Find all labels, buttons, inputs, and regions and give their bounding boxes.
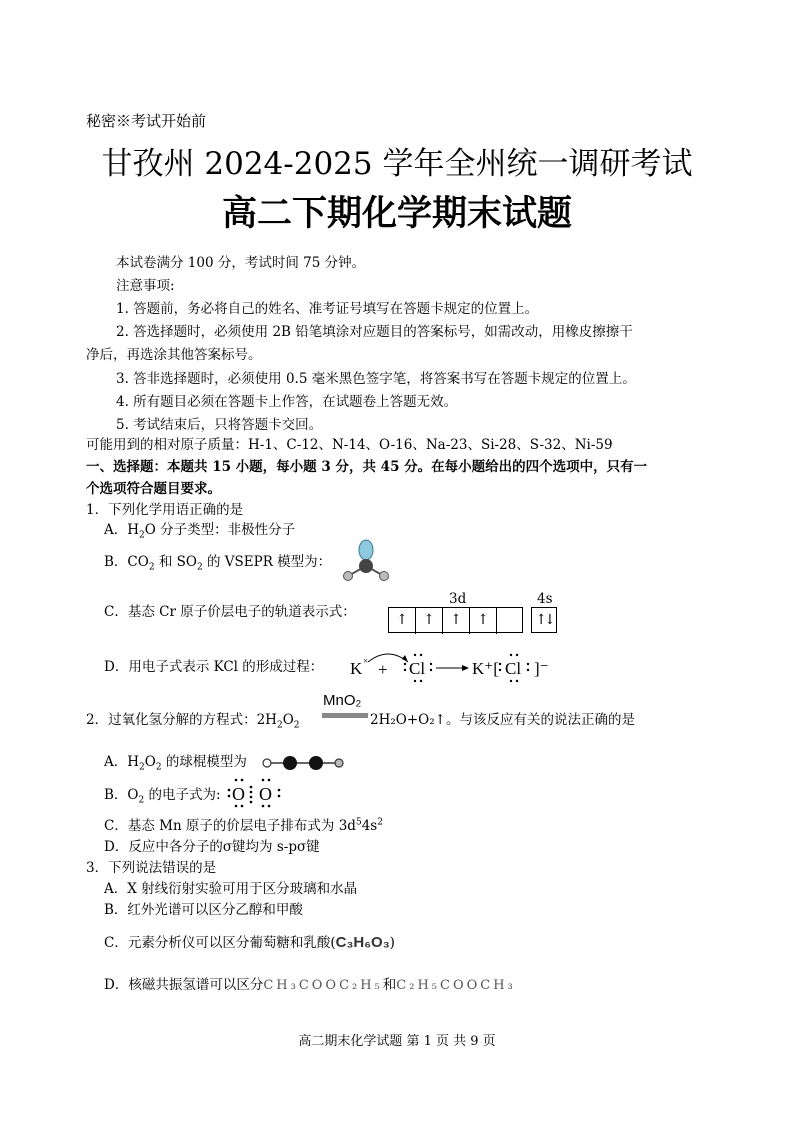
note-5: 5. 考试结束后，只将答题卡交回。 <box>116 417 323 433</box>
note-3: 3. 答非选择题时，必须使用 0.5 毫米黑色签字笔，将答案书写在答题卡规定的位置上。 <box>116 371 636 387</box>
cl-bracket: ]⁻ <box>534 659 549 678</box>
orbital-cell: ↑ <box>443 608 470 634</box>
note-2b: 净后，再选涂其他答案标号。 <box>86 347 262 363</box>
q1-option-c: C．基态 Cr 原子价层电子的轨道表示式： <box>104 604 356 620</box>
q3-option-a: A．X 射线衍射实验可用于区分玻璃和水晶 <box>104 881 358 897</box>
q3-option-c: C．元素分析仪可以区分葡萄糖和乳酸(C₃H₆O₃) <box>104 934 395 951</box>
orbital-label-3d: 3d <box>449 591 467 607</box>
q2-option-d: D．反应中各分子的σ键均为 s-pσ键 <box>104 839 320 855</box>
plus-sign: + <box>378 660 388 679</box>
q2-stem-product: 2H₂O+O₂↑。与该反应有关的说法正确的是 <box>370 712 635 728</box>
orbital-cell: ↑ <box>416 608 443 634</box>
svg-text:O: O <box>259 784 272 804</box>
catalyst-label: MnO₂ <box>323 692 362 709</box>
q1-stem: 1．下列化学用语正确的是 <box>86 502 244 518</box>
ethyl-acetate-formula: CH₃COOC₂H₅ <box>263 978 383 993</box>
kcl-formation-diagram <box>348 648 558 686</box>
cl-ion: Cl <box>505 659 522 678</box>
equation-bar <box>322 713 368 718</box>
atomic-masses: 可能用到的相对原子质量：H-1、C-12、N-14、O-16、Na-23、Si-28、S-32、Ni-59 <box>86 437 613 453</box>
h2o2-ball-stick-model <box>262 754 344 772</box>
cl-symbol: Cl <box>409 659 426 678</box>
q2-stem: 2．过氧化氢分解的方程式：$2H_2O_2$ <box>86 712 300 731</box>
q2-option-c: C．基态 Mn 原子的价层电子排布式为 $3d^54s^2$ <box>104 817 383 834</box>
section-heading-a: 一、选择题：本题共 15 小题，每小题 3 分，共 45 分。在每小题给出的四个选项中，只有一 <box>86 459 648 475</box>
section-heading-b: 个选项符合题目要求。 <box>86 481 221 497</box>
note-1: 1. 答题前，务必将自己的姓名、准考证号填写在答题卡规定的位置上。 <box>116 301 539 317</box>
note-2a: 2. 答选择题时，必须使用 2B 铅笔填涂对应题目的答案标号，如需改动，用橡皮擦擦干 <box>116 324 633 340</box>
o2-electron-formula <box>226 776 284 808</box>
svg-text:×: × <box>363 656 369 666</box>
orbital-boxes-3d <box>388 607 523 633</box>
k-ion: K⁺[ <box>472 659 499 678</box>
q2-option-b: B．$O_2$ 的电子式为: <box>104 787 221 806</box>
q3-stem: 3．下列说法错误的是 <box>86 860 217 876</box>
secret-label: 秘密※考试开始前 <box>86 112 207 130</box>
orbital-box-4s <box>531 607 557 633</box>
exam-title: 甘孜州 2024-2025 学年全州统一调研考试 <box>101 146 693 182</box>
score-time: 本试卷满分 100 分，考试时间 75 分钟。 <box>116 255 366 271</box>
note-4: 4. 所有题目必须在答题卡上作答，在试题卷上答题无效。 <box>116 394 458 410</box>
lactic-acid-formula: C₃H₆O₃ <box>335 934 390 951</box>
page-footer: 高二期末化学试题 第 1 页 共 9 页 <box>298 1034 496 1049</box>
q3-option-b: B．红外光谱可以区分乙醇和甲酸 <box>104 902 303 918</box>
orbital-cell: ↑ <box>389 608 416 634</box>
methyl-propanoate-formula: C₂H₅COOCH₃ <box>396 978 516 993</box>
orbital-cell: ↑↓ <box>535 612 553 628</box>
orbital-cell: ↑ <box>470 608 497 634</box>
q1-option-a: A．$H_2O$ 分子类型：非极性分子 <box>104 522 296 541</box>
q2-option-a: A．$H_2O_2$ 的球棍模型为 <box>104 754 247 773</box>
notes-title: 注意事项: <box>116 278 175 294</box>
q3-option-d: D．核磁共振氢谱可以区分CH₃COOC₂H₅和C₂H₅COOCH₃ <box>104 977 516 993</box>
q1-option-b: B．$CO_2$ 和 $SO_2$ 的 VSEPR 模型为： <box>104 554 332 573</box>
orbital-cell <box>497 608 524 634</box>
orbital-label-4s: 4s <box>537 591 553 607</box>
k-symbol: K <box>350 659 363 678</box>
svg-text:O: O <box>232 784 245 804</box>
paper-title: 高二下期化学期末试题 <box>221 193 572 234</box>
q1-option-d: D．用电子式表示 KCl 的形成过程： <box>104 659 324 675</box>
vsepr-model-image <box>336 538 396 584</box>
